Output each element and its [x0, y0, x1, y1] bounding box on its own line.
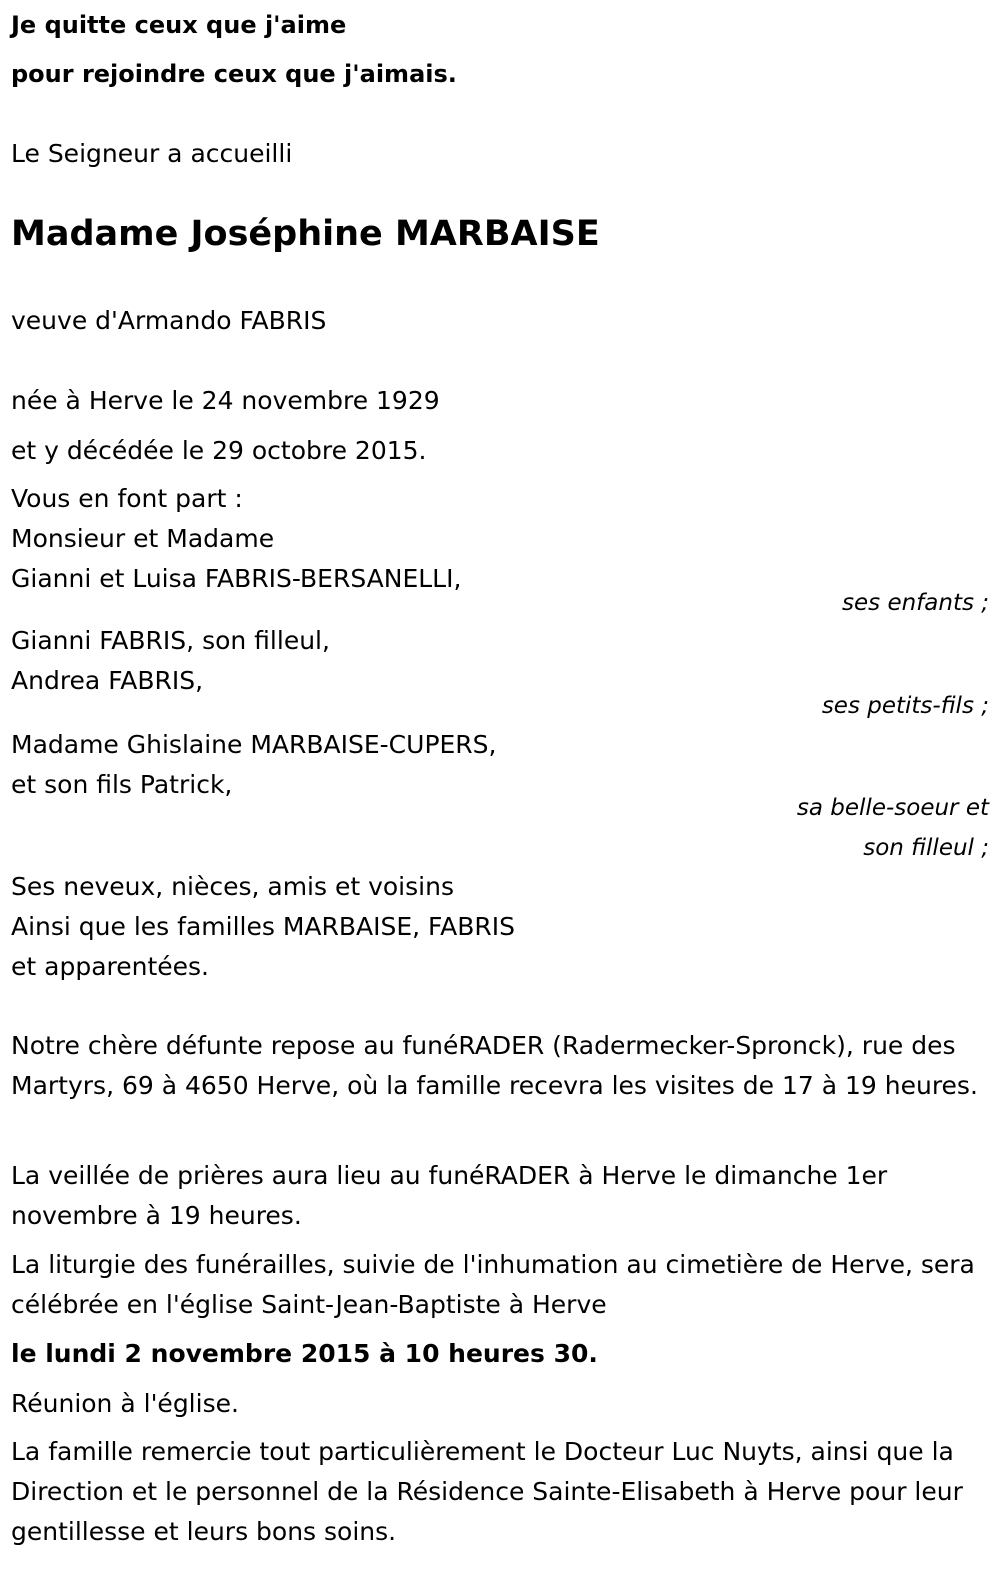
meeting-info: Réunion à l'église. — [11, 1389, 239, 1418]
announcement: Le Seigneur a accueilli — [11, 139, 293, 168]
birth-info: née à Herve le 24 novembre 1929 — [11, 386, 440, 415]
intro-line-2: pour rejoindre ceux que j'aimais. — [11, 60, 457, 88]
repose-paragraph: Notre chère défunte repose au funéRADER (Radermecker-Spronck), rue des Martyrs, 69 à 4650 Herve, où la famille recevra les visites de 17 à 19 heures. — [11, 1031, 978, 1100]
intro-line-1: Je quitte ceux que j'aime — [11, 11, 347, 39]
liturgy-paragraph: La liturgie des funérailles, suivie de l'inhumation au cimetière de Herve, sera célébrée en l'église Saint-Jean-Baptiste à Herve — [11, 1250, 975, 1319]
children-line-2: Gianni et Luisa FABRIS-BERSANELLI, — [11, 564, 462, 593]
sister-in-law-role-2: son filleul ; — [863, 835, 989, 861]
thanks-paragraph: La famille remercie tout particulièrement le Docteur Luc Nuyts, ainsi que la Direction et le personnel de la Résidence Sainte-Elisabeth à Herve pour leur gentillesse et leurs bons soins. — [11, 1437, 963, 1546]
others-line-3: et apparentées. — [11, 952, 209, 981]
family-intro: Vous en font part : — [11, 484, 243, 513]
funeral-date: le lundi 2 novembre 2015 à 10 heures 30. — [11, 1339, 598, 1368]
grandchildren-line-2: Andrea FABRIS, — [11, 666, 204, 695]
others-line-2: Ainsi que les familles MARBAISE, FABRIS — [11, 912, 515, 941]
grandchildren-line-1: Gianni FABRIS, son filleul, — [11, 626, 330, 655]
children-role: ses enfants ; — [842, 590, 989, 616]
others-line-1: Ses neveux, nièces, amis et voisins — [11, 872, 454, 901]
children-line-1: Monsieur et Madame — [11, 524, 275, 553]
death-info: et y décédée le 29 octobre 2015. — [11, 436, 427, 465]
sister-in-law-line-1: Madame Ghislaine MARBAISE-CUPERS, — [11, 730, 497, 759]
sister-in-law-role-1: sa belle-soeur et — [796, 795, 989, 821]
sister-in-law-line-2: et son fils Patrick, — [11, 770, 233, 799]
vigil-paragraph: La veillée de prières aura lieu au funéRADER à Herve le dimanche 1er novembre à 19 heures. — [11, 1161, 888, 1230]
widow-of: veuve d'Armando FABRIS — [11, 306, 327, 335]
grandchildren-role: ses petits-fils ; — [821, 693, 989, 719]
deceased-name: Madame Joséphine MARBAISE — [11, 214, 600, 254]
